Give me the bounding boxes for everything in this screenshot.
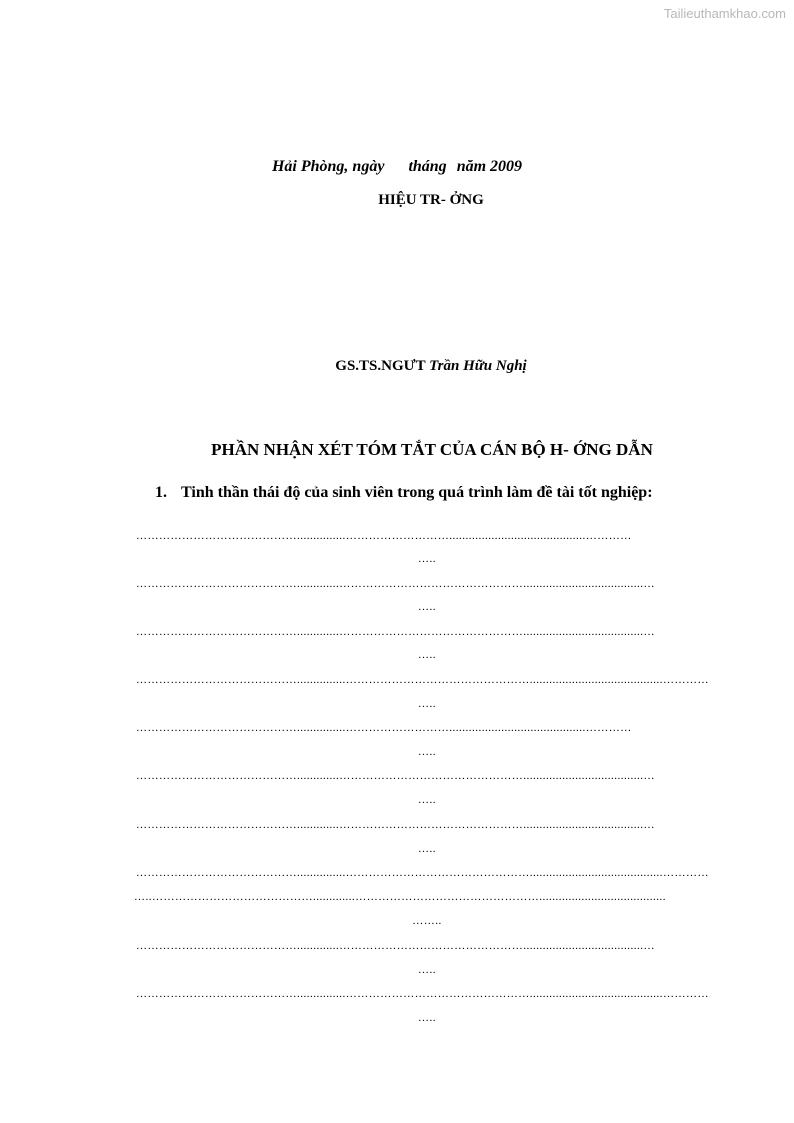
dotted-line-short: …..	[418, 601, 436, 613]
dotted-line: …………………………………….............………………………………………….....................................…	[136, 940, 655, 952]
dotted-line: …………………………………….............………………………………………….....................................…	[136, 626, 655, 638]
signer-name: Trần Hữu Nghị	[429, 358, 527, 374]
dotted-line-short: …..	[418, 794, 436, 806]
dotted-line: ……………………………………...............………………………………………….........................................…………	[136, 988, 709, 1000]
question-number: 1.	[155, 484, 167, 501]
dotted-line-short: …..	[418, 649, 436, 661]
dotted-line: ……………………………………...............………………………………………….........................................…………	[136, 867, 709, 879]
dotted-line: …………………………………….............………………………………………….....................................…	[136, 578, 655, 590]
dotted-line-short: ……..	[412, 915, 442, 927]
dotted-line-short: …..	[418, 553, 436, 565]
dotted-line: ……………………………………...............………………………………………….........................................…………	[136, 674, 709, 686]
watermark-text: Tailieuthamkhao.com	[663, 6, 786, 21]
dotted-line: ……………………………………...............………………………..........................................…………	[136, 722, 632, 734]
question-text: Tinh thần thái độ của sinh viên trong quá trình làm đề tài tốt nghiệp:	[181, 484, 653, 501]
date-year: năm 2009	[456, 158, 523, 175]
dotted-line-short: …..	[418, 698, 436, 710]
dotted-line-short: …..	[418, 843, 436, 855]
dotted-line: …………………………………….............………………………………………….....................................…	[136, 819, 655, 831]
dotted-line-short: …..	[418, 746, 436, 758]
date-month: tháng	[408, 158, 447, 175]
dotted-line: ……………………………………...............………………………..........................................…………	[136, 530, 632, 542]
dotted-line-short: …..	[418, 1012, 436, 1024]
signer-prefix: GS.TS.NGƯT	[335, 358, 426, 374]
dotted-line: …………………………………….............………………………………………….....................................…	[136, 770, 655, 782]
date-place: Hải Phòng, ngày	[271, 158, 385, 175]
rector-title: HIỆU TR- ỞNG	[378, 192, 484, 208]
dotted-line-short: …..	[418, 964, 436, 976]
dotted-line: …..…………………………………….............………………………………………….......................................	[134, 891, 666, 903]
section-title: PHẦN NHẬN XÉT TÓM TẮT CỦA CÁN BỘ H- ỚNG DẪN	[211, 440, 653, 459]
